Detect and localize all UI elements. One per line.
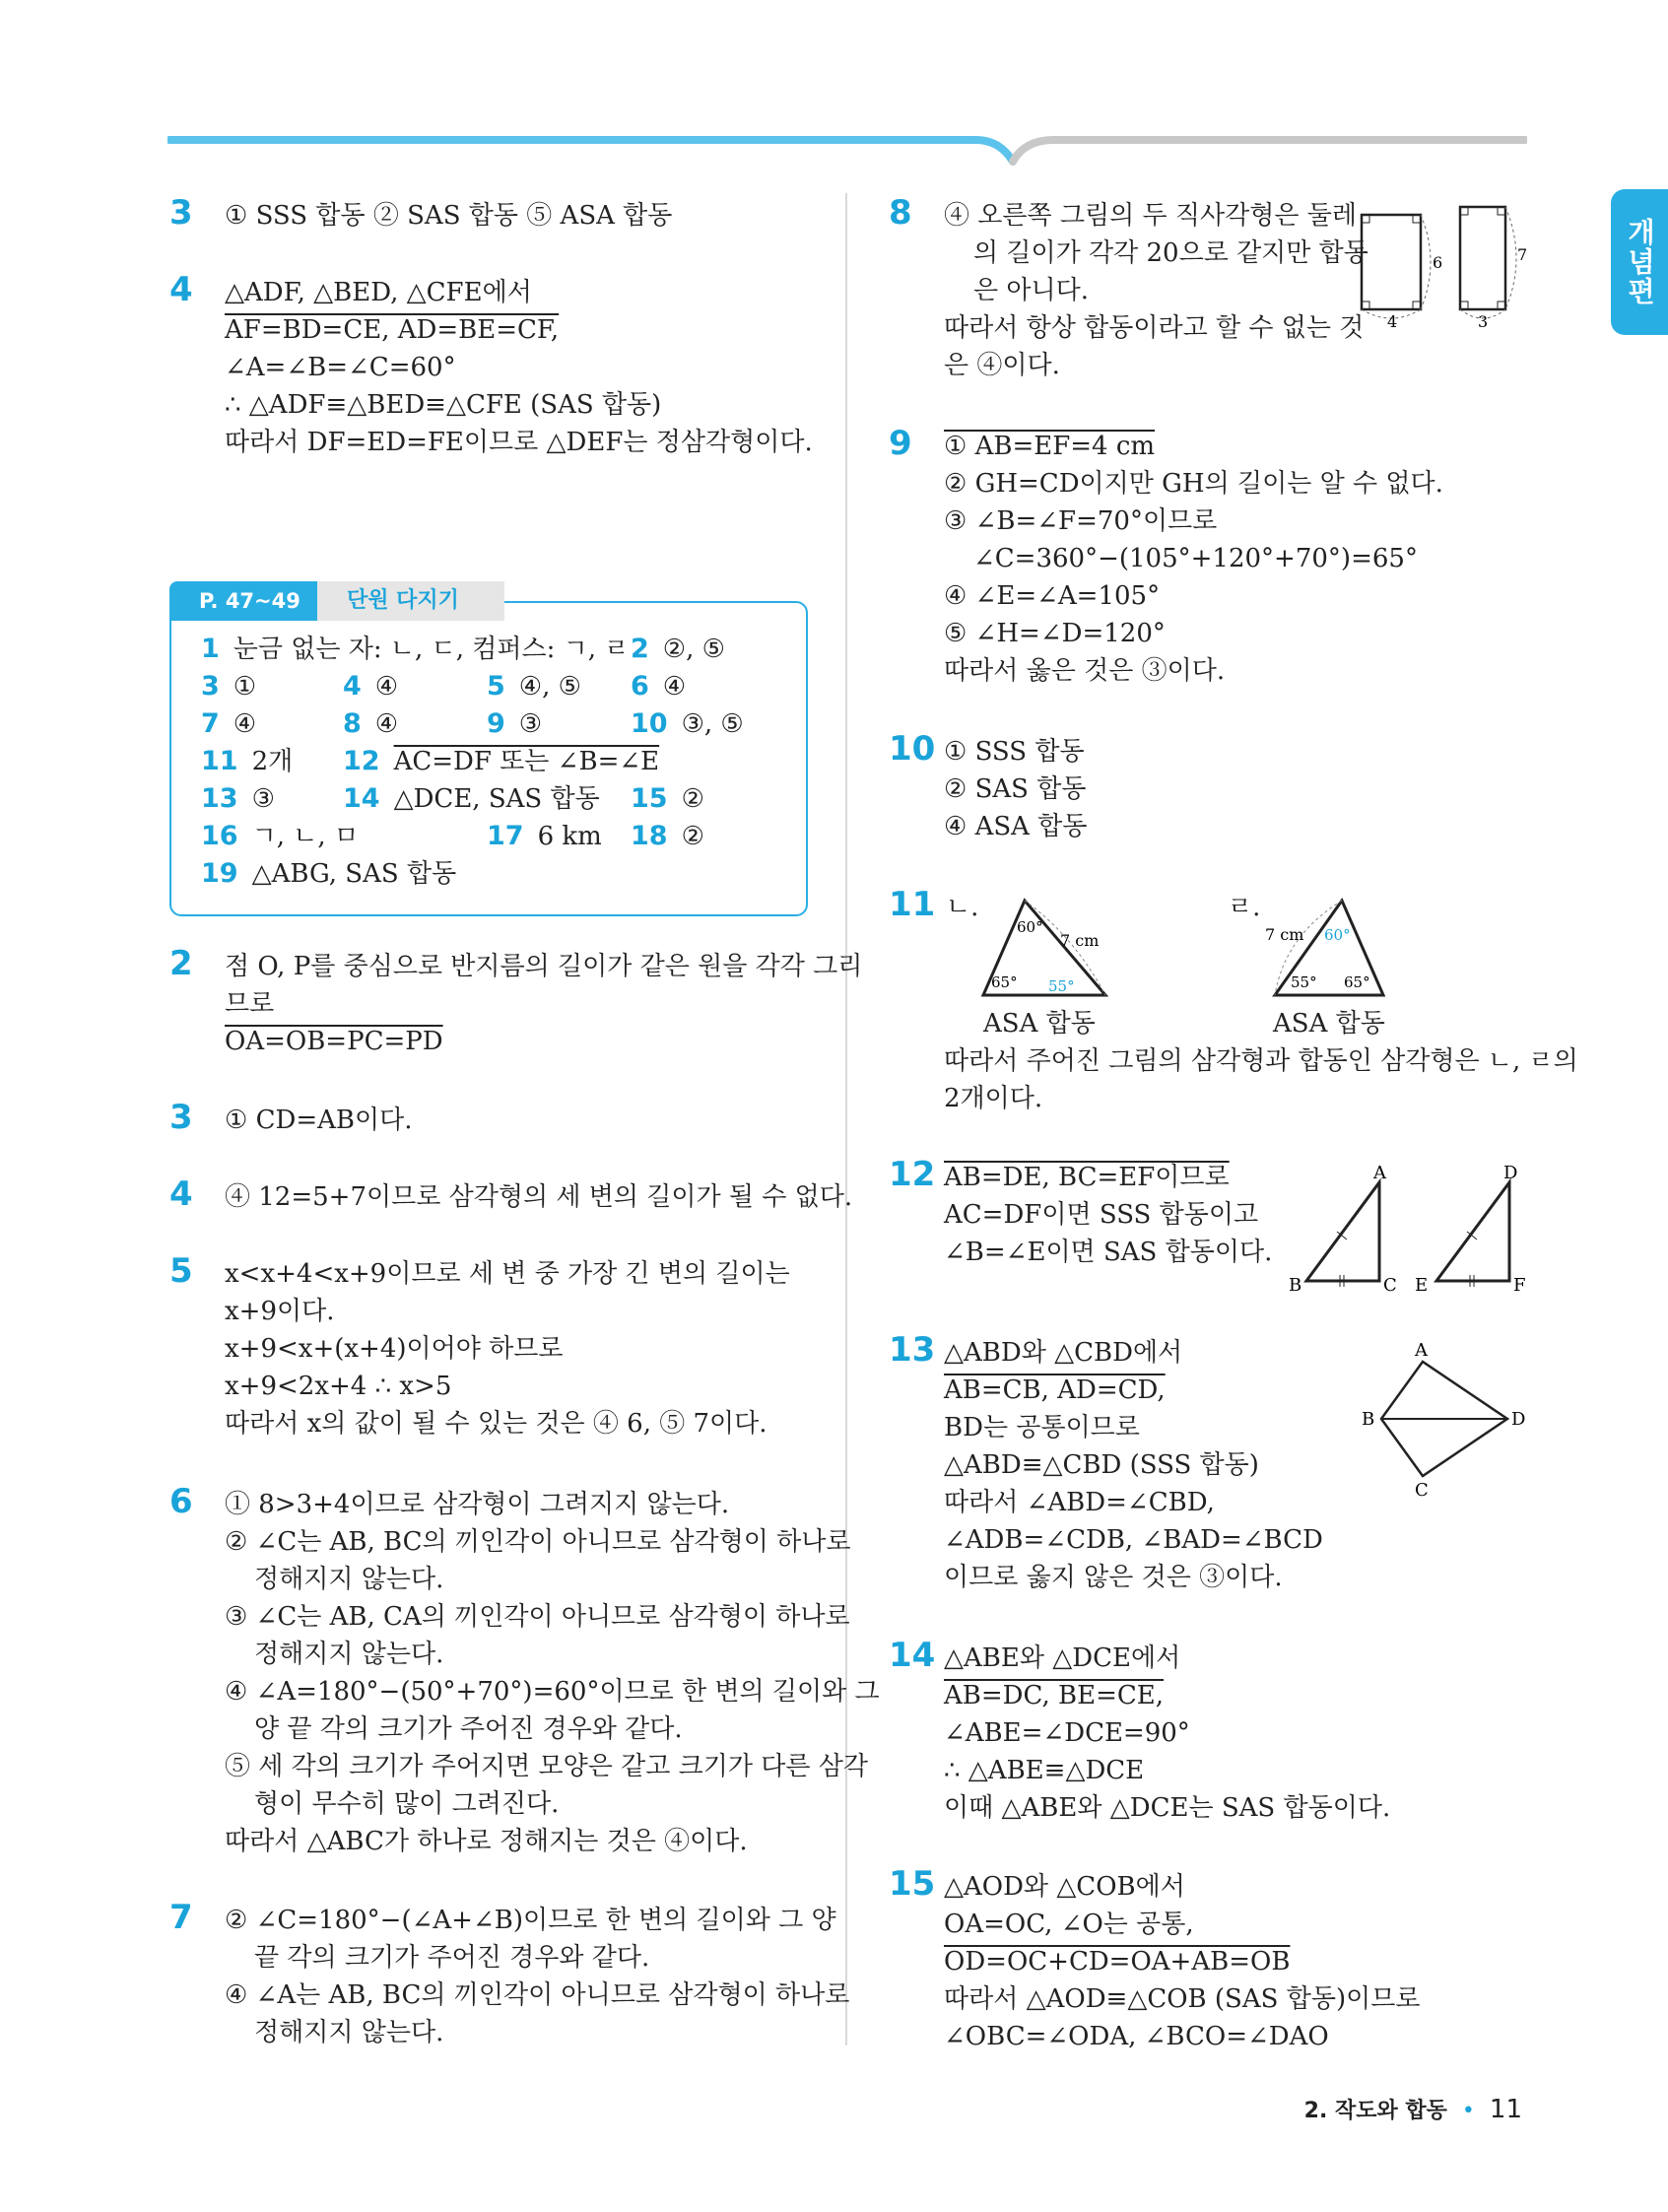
q11-caption-2: ASA 합동	[1273, 1009, 1385, 1039]
answer-item: 3 ①	[201, 671, 257, 702]
svg-text:B: B	[1362, 1409, 1375, 1430]
q4a-number: 4	[169, 270, 193, 309]
q15-line: OD=OC+CD=OA+AB=OB	[944, 1947, 1291, 1977]
answer-item: 5 ④, ⑤	[487, 671, 581, 702]
q13-line: BD는 공통이므로	[944, 1413, 1140, 1442]
q4a-line: ∠A=∠B=∠C=60°	[225, 353, 456, 382]
svg-text:60°: 60°	[1017, 918, 1043, 936]
svg-text:7 cm: 7 cm	[1265, 925, 1304, 944]
q10-line: ① SSS 합동	[944, 737, 1085, 767]
q9-line: ⑤ ∠H=∠D=120°	[944, 619, 1166, 648]
svg-text:B: B	[1289, 1275, 1302, 1293]
q8-number: 8	[889, 193, 912, 233]
q14-line: ∴ △ABE≡△DCE	[944, 1756, 1145, 1785]
answer-item: 14 △DCE, SAS 합동	[343, 783, 600, 814]
q15-number: 15	[889, 1864, 936, 1904]
answer-item: 17 6 km	[487, 821, 602, 851]
q13-line: 따라서 ∠ABD=∠CBD,	[944, 1488, 1215, 1517]
q6-line: 정해지지 않는다.	[254, 1565, 444, 1594]
answer-item: 16 ㄱ, ㄴ, ㅁ	[201, 821, 359, 851]
q4a-line: AF=BD=CE, AD=BE=CF,	[225, 315, 560, 345]
answer-item: 15 ②	[631, 783, 704, 814]
answer-item: 1 눈금 없는 자: ㄴ, ㄷ, 컴퍼스: ㄱ, ㄹ	[201, 634, 630, 664]
svg-text:7 cm: 7 cm	[1060, 931, 1100, 950]
svg-text:3: 3	[1478, 312, 1489, 329]
q6-line: ① 8>3+4이므로 삼각형이 그려지지 않는다.	[225, 1490, 730, 1519]
q9-line: ④ ∠E=∠A=105°	[944, 581, 1161, 611]
q11-line: 2개이다.	[944, 1084, 1043, 1113]
svg-text:D: D	[1503, 1165, 1518, 1183]
answer-item: 9 ③	[487, 708, 543, 739]
q15-line: OA=OC, ∠O는 공통,	[944, 1910, 1194, 1939]
svg-text:55°: 55°	[1291, 973, 1317, 991]
q4-number: 4	[169, 1174, 193, 1214]
svg-text:C: C	[1383, 1275, 1397, 1293]
q11-triangle-2	[1255, 897, 1393, 1001]
q6-line: 따라서 △ABC가 하나로 정해지는 것은 ④이다.	[225, 1827, 748, 1856]
answer-box-title: 단원 다지기	[317, 581, 504, 621]
q3-text: ① CD=AB이다.	[225, 1106, 413, 1135]
q8-line: 따라서 항상 합동이라고 할 수 없는 것	[944, 313, 1365, 343]
svg-text:55°: 55°	[1048, 977, 1075, 995]
svg-text:C: C	[1415, 1480, 1429, 1498]
q6-number: 6	[169, 1482, 193, 1521]
q8-line: ④ 오른쪽 그림의 두 직사각형은 둘레	[944, 201, 1357, 231]
q9-line: 따라서 옳은 것은 ③이다.	[944, 656, 1226, 686]
q8-line: 은 ④이다.	[944, 351, 1060, 380]
q13-line: AB=CB, AD=CD,	[944, 1375, 1166, 1405]
q15-line: ∠OBC=∠ODA, ∠BCO=∠DAO	[944, 2022, 1329, 2051]
answer-item: 11 2개	[201, 746, 294, 776]
footer-chapter: 2. 작도와 합동	[1303, 2099, 1447, 2123]
q9-line: ① AB=EF=4 cm	[944, 432, 1156, 461]
q11-label-2: ㄹ.	[1228, 893, 1261, 922]
svg-text:A: A	[1415, 1340, 1428, 1361]
answer-box-header	[169, 581, 504, 621]
q7-line: ④ ∠A는 AB, BC의 끼인각이 아니므로 삼각형이 하나로	[225, 1980, 850, 2010]
q6-line: ⑤ 세 각의 크기가 주어지면 모양은 같고 크기가 다른 삼각	[225, 1752, 868, 1781]
q12-line: AB=DE, BC=EF이므로	[944, 1163, 1230, 1192]
q9-line: ② GH=CD이지만 GH의 길이는 알 수 없다.	[944, 469, 1443, 499]
answer-item: 4 ④	[343, 671, 399, 702]
q12-line: ∠B=∠E이면 SAS 합동이다.	[944, 1238, 1273, 1267]
side-tab[interactable]: 개념편	[1611, 189, 1668, 335]
q13-line: △ABD와 △CBD에서	[944, 1338, 1183, 1368]
q3a-number: 3	[169, 193, 193, 233]
q13-line: △ABD≡△CBD (SSS 합동)	[944, 1450, 1259, 1480]
q3a-answer: ① SSS 합동 ② SAS 합동 ⑤ ASA 합동	[225, 201, 673, 231]
q5-number: 5	[169, 1251, 193, 1291]
q7-line: 정해지지 않는다.	[254, 2018, 444, 2047]
answer-item: 6 ④	[631, 671, 687, 702]
q5-line: x+9이다.	[225, 1297, 335, 1326]
svg-text:F: F	[1513, 1275, 1526, 1293]
q13-quadrilateral-figure	[1360, 1340, 1527, 1498]
q14-line: △ABE와 △DCE에서	[944, 1643, 1181, 1673]
q9-line: ③ ∠B=∠F=70°이므로	[944, 506, 1218, 536]
svg-text:7: 7	[1517, 245, 1528, 264]
q5-line: 따라서 x의 값이 될 수 있는 것은 ④ 6, ⑤ 7이다.	[225, 1409, 767, 1439]
answer-item: 12 AC=DF 또는 ∠B=∠E	[343, 746, 660, 776]
q14-line: AB=DC, BE=CE,	[944, 1681, 1165, 1710]
header-bar	[167, 134, 1527, 168]
svg-text:D: D	[1511, 1409, 1526, 1430]
q13-number: 13	[889, 1330, 936, 1370]
q5-line: x+9<x+(x+4)이어야 하므로	[225, 1334, 564, 1364]
q15-line: △AOD와 △COB에서	[944, 1872, 1185, 1902]
q14-number: 14	[889, 1636, 936, 1675]
q2-number: 2	[169, 944, 193, 983]
q10-line: ④ ASA 합동	[944, 812, 1088, 841]
q11-caption-1: ASA 합동	[983, 1009, 1096, 1039]
q7-line: ② ∠C=180°−(∠A+∠B)이므로 한 변의 길이와 그 양	[225, 1906, 836, 1935]
q4a-line: △ADF, △BED, △CFE에서	[225, 278, 532, 307]
answer-item: 18 ②	[631, 821, 704, 851]
q8-rectangles-figure	[1348, 201, 1535, 329]
svg-text:E: E	[1415, 1275, 1429, 1293]
q2-line: 므로	[225, 989, 275, 1019]
page-footer	[1304, 2094, 1522, 2124]
q14-line: ∠ABE=∠DCE=90°	[944, 1718, 1190, 1748]
svg-text:65°: 65°	[991, 973, 1018, 991]
q4-text: ④ 12=5+7이므로 삼각형의 세 변의 길이가 될 수 없다.	[225, 1182, 853, 1212]
svg-text:A: A	[1373, 1165, 1386, 1183]
q9-number: 9	[889, 424, 912, 463]
answer-item: 19 △ABG, SAS 합동	[201, 858, 457, 889]
q2-line: 점 O, P를 중심으로 반지름의 길이가 같은 원을 각각 그리	[225, 952, 863, 981]
q12-triangles-figure	[1281, 1165, 1537, 1293]
q12-line: AC=DF이면 SSS 합동이고	[944, 1200, 1259, 1230]
q7-line: 끝 각의 크기가 주어진 경우와 같다.	[254, 1943, 650, 1973]
answer-item: 10 ③, ⑤	[631, 708, 744, 739]
q7-number: 7	[169, 1898, 193, 1937]
q4a-line: 따라서 DF=ED=FE이므로 △DEF는 정삼각형이다.	[225, 428, 813, 457]
q5-line: x<x+4<x+9이므로 세 변 중 가장 긴 변의 길이는	[225, 1259, 790, 1289]
q11-line: 따라서 주어진 그림의 삼각형과 합동인 삼각형은 ㄴ, ㄹ의	[944, 1046, 1578, 1076]
svg-text:60°: 60°	[1324, 926, 1351, 944]
q3-number: 3	[169, 1098, 193, 1137]
q6-line: ③ ∠C는 AB, CA의 끼인각이 아니므로 삼각형이 하나로	[225, 1602, 850, 1632]
answer-item: 2 ②, ⑤	[631, 634, 725, 664]
q6-line: ② ∠C는 AB, BC의 끼인각이 아니므로 삼각형이 하나로	[225, 1527, 851, 1557]
q9-line: ∠C=360°−(105°+120°+70°)=65°	[973, 544, 1418, 573]
footer-bullet: •	[1461, 2099, 1475, 2123]
q15-line: 따라서 △AOD≡△COB (SAS 합동)이므로	[944, 1984, 1421, 2014]
q4a-line: ∴ △ADF≡△BED≡△CFE (SAS 합동)	[225, 390, 662, 420]
q13-line: ∠ADB=∠CDB, ∠BAD=∠BCD	[944, 1525, 1323, 1555]
q6-line: ④ ∠A=180°−(50°+70°)=60°이므로 한 변의 길이와 그	[225, 1677, 880, 1707]
q5-line: x+9<2x+4 ∴ x>5	[225, 1372, 452, 1401]
answer-box-pages: P. 47~49	[169, 581, 317, 621]
q11-label-1: ㄴ.	[946, 893, 979, 922]
q11-number: 11	[889, 885, 936, 924]
q12-number: 12	[889, 1155, 936, 1194]
q6-line: 양 끝 각의 크기가 주어진 경우와 같다.	[254, 1714, 683, 1744]
answer-item: 13 ③	[201, 783, 275, 814]
q2-line: OA=OB=PC=PD	[225, 1027, 443, 1056]
answer-item: 8 ④	[343, 708, 399, 739]
q6-line: 정해지지 않는다.	[254, 1640, 444, 1669]
q10-line: ② SAS 합동	[944, 774, 1087, 804]
q14-line: 이때 △ABE와 △DCE는 SAS 합동이다.	[944, 1793, 1391, 1823]
q8-line: 의 길이가 각각 20으로 같지만 합동	[973, 238, 1368, 268]
q8-line: 은 아니다.	[973, 276, 1089, 305]
q11-triangle-1	[975, 897, 1113, 1001]
q10-number: 10	[889, 729, 936, 769]
answer-item: 7 ④	[201, 708, 257, 739]
page-number: 11	[1489, 2095, 1522, 2124]
q13-line: 이므로 옳지 않은 것은 ③이다.	[944, 1563, 1283, 1592]
svg-text:6: 6	[1433, 253, 1443, 272]
svg-text:65°: 65°	[1344, 973, 1370, 991]
q6-line: 형이 무수히 많이 그려진다.	[254, 1789, 560, 1819]
svg-text:4: 4	[1387, 312, 1398, 329]
